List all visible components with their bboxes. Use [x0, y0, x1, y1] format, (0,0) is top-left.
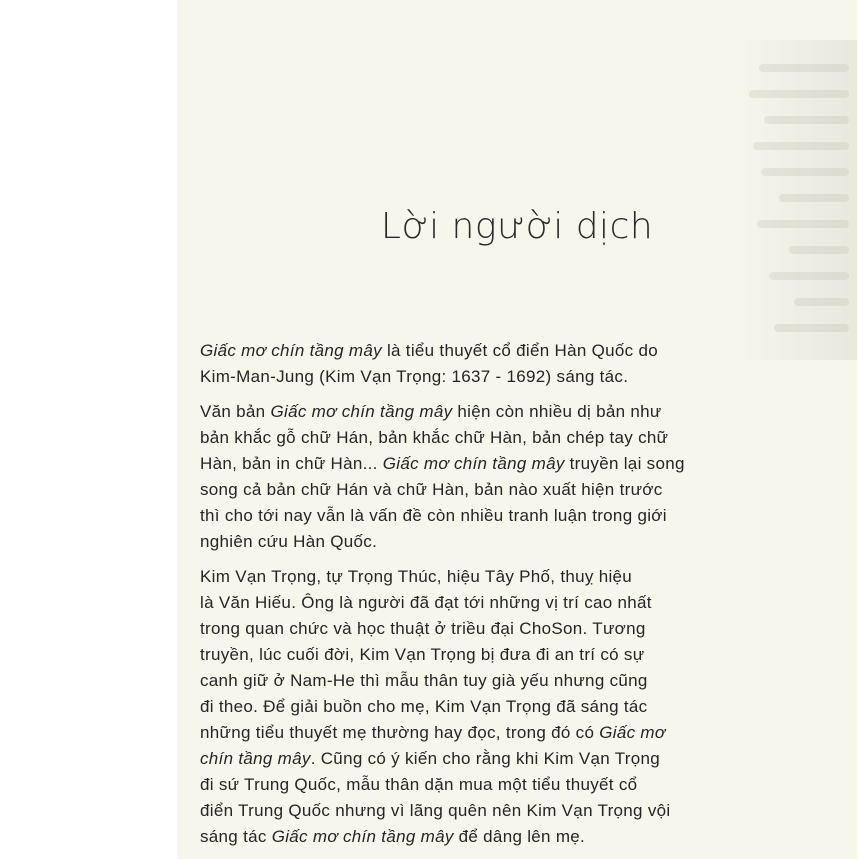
text-segment: Kim Vạn Trọng, tự Trọng Thúc, hiệu Tây Phố, thuỵ hiệu là Văn Hiếu. Ông là người đã đạt tới những vị trí cao nhất trong quan chức và học thuật ở triều đại ChoSon. Tương truyền, lúc cuối đời, Kim Vạn Trọng bị đưa đi an trí có sự canh giữ ở Nam-He thì mẫu thân tuy già yếu nhưng cũng đi theo. Để giải buồn cho mẹ, Kim Vạn Trọng đã sáng tác những tiểu thuyết mẹ thường hay đọc, trong đó có — [200, 567, 652, 742]
text-segment: để dâng lên mẹ. — [453, 827, 586, 846]
book-title-italic: Giấc mơ chín tầng mây — [270, 402, 453, 421]
book-title-italic: Giấc mơ chín tầng mây — [200, 341, 382, 360]
paragraph — [200, 399, 822, 555]
text-segment: là tiểu thuyết cổ điển Hàn Quốc do Kim-Man-Jung (Kim Vạn Trọng: 1637 - 1692) sáng tác. — [200, 341, 658, 386]
book-title-italic: Giấc mơ chín tầng mây — [382, 454, 565, 473]
text-segment: truyền lại song song cả bản chữ Hán và chữ Hàn, bản nào xuất hiện trước thì cho tới nay vẫn là vấn đề còn nhiều tranh luận trong giới nghiên cứu Hàn Quốc. — [200, 454, 685, 551]
body-text — [200, 338, 822, 859]
chapter-title: Lời người dịch — [380, 206, 654, 247]
text-segment: Văn bản — [200, 402, 271, 421]
book-page — [177, 0, 857, 859]
paragraph — [200, 564, 822, 850]
paragraph — [200, 338, 822, 390]
book-title-italic: Giấc mơ chín tầng mây — [200, 723, 666, 768]
show-through-text — [737, 40, 857, 360]
book-title-italic: Giấc mơ chín tầng mây — [271, 827, 454, 846]
text-segment: hiện còn nhiều dị bản như bản khắc gỗ chữ Hán, bản khắc chữ Hàn, bản chép tay chữ Hàn, bản in chữ Hàn... — [200, 402, 669, 473]
text-segment: . Cũng có ý kiến cho rằng khi Kim Vạn Trọng đi sứ Trung Quốc, mẫu thân dặn mua một tiểu thuyết cổ điển Trung Quốc nhưng vì lãng quên nên Kim Vạn Trọng vội sáng tác — [200, 749, 671, 846]
